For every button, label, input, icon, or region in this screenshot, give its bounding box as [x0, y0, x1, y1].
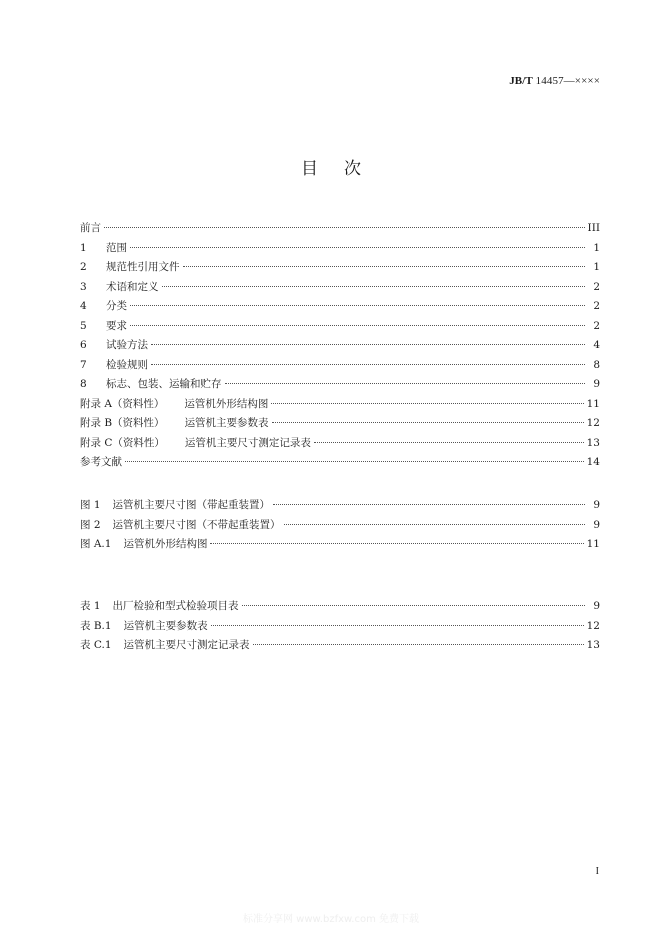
toc-entry-number: 1	[80, 241, 87, 254]
toc-entry-page: 13	[586, 436, 600, 449]
toc-entry-page: 2	[593, 300, 600, 312]
page-title: 目次	[301, 159, 387, 179]
toc-leader-dots	[130, 313, 585, 326]
toc-entry-number: 7	[80, 358, 87, 371]
toc-leader-dots	[271, 391, 583, 404]
toc-entry-number: 图 1	[80, 499, 101, 511]
toc-leader-dots	[162, 274, 586, 287]
toc-entry-number: 2	[80, 261, 87, 273]
toc-entry-number: 8	[80, 378, 87, 390]
toc-entry-number: 3	[80, 280, 87, 293]
toc-entry-title: 附录 A（资料性）	[80, 397, 165, 410]
toc-entry-number: 表 C.1	[80, 639, 112, 651]
toc-entry-label	[80, 239, 127, 259]
toc-leader-dots	[104, 215, 585, 228]
toc-entry-number: 表 1	[80, 600, 101, 612]
toc-entry-page: 8	[593, 358, 600, 371]
page-number: I	[595, 866, 599, 877]
toc-entry-label	[80, 297, 127, 317]
toc-entry-label	[80, 219, 101, 239]
toc-leader-dots	[130, 235, 585, 248]
toc-entry-page: 11	[586, 538, 600, 550]
document-code-prefix: JB/T	[509, 75, 533, 87]
document-code-number: 14457—××××	[532, 75, 600, 87]
toc-entry-title: 参考文献	[80, 456, 122, 468]
toc-entry-number: 4	[80, 300, 87, 312]
toc-entry-label	[80, 317, 127, 337]
toc-entry-title: 检验规则	[106, 358, 148, 371]
toc-entry-page: 14	[586, 456, 600, 468]
toc-entry-page: 1	[593, 241, 600, 254]
toc-entry-title: 运管机主要尺寸测定记录表	[123, 639, 250, 651]
toc-leader-dots	[253, 632, 584, 645]
toc-entry[interactable]	[80, 452, 600, 472]
toc-tables-list	[80, 596, 600, 655]
toc-entry[interactable]	[80, 635, 600, 655]
toc-entry-page: 12	[586, 417, 600, 429]
toc-entry-title: 运管机主要参数表	[123, 619, 208, 632]
toc-main-list	[80, 218, 600, 472]
toc-entry[interactable]	[80, 534, 600, 554]
toc-entry-title: 前言	[80, 222, 101, 234]
toc-entry-title: 试验方法	[106, 339, 148, 351]
toc-entry-number: 图 A.1	[80, 538, 112, 550]
toc-entry-label	[80, 636, 250, 656]
toc-entry-page: 12	[586, 619, 600, 632]
toc-leader-dots	[151, 352, 585, 365]
toc-leader-dots	[151, 332, 585, 345]
toc-leader-dots	[125, 449, 584, 462]
toc-entry-subtitle: 运管机主要参数表	[184, 417, 269, 429]
toc-entry-label	[80, 453, 122, 473]
toc-entry-subtitle: 运管机外形结构图	[184, 397, 269, 410]
watermark: 标准分享网 www.bzfxw.com 免费下载	[243, 914, 419, 925]
toc-entry-page: 9	[593, 378, 600, 390]
toc-entry-subtitle: 运管机主要尺寸测定记录表	[184, 436, 311, 449]
toc-entry-title: 要求	[106, 319, 127, 332]
toc-figures-list	[80, 495, 600, 554]
toc-entry-page: 4	[593, 339, 600, 351]
toc-entry-title: 运管机外形结构图	[123, 538, 208, 550]
document-code	[509, 75, 600, 87]
toc-entry-page: 2	[593, 280, 600, 293]
toc-entry-title: 出厂检验和型式检验项目表	[112, 600, 239, 612]
toc-entry-title: 范围	[106, 241, 127, 254]
toc-entry-label	[80, 336, 148, 356]
toc-entry-number: 5	[80, 319, 87, 332]
toc-leader-dots	[130, 293, 585, 306]
toc-entry-label	[80, 375, 222, 395]
toc-entry-title: 运管机主要尺寸图（带起重装置）	[112, 499, 271, 511]
toc-entry-number: 表 B.1	[80, 619, 112, 632]
toc-entry-page: 2	[593, 319, 600, 332]
toc-entry-title: 附录 C（资料性）	[80, 436, 165, 449]
toc-entry-label	[80, 395, 268, 415]
toc-leader-dots	[314, 430, 584, 443]
toc-entry-label	[80, 356, 148, 376]
toc-entry-label	[80, 535, 207, 555]
toc-entry-label	[80, 617, 208, 637]
toc-leader-dots	[225, 371, 586, 384]
toc-entry-page: 11	[586, 397, 600, 410]
toc-entry-page: 9	[593, 600, 600, 612]
toc-leader-dots	[242, 593, 585, 606]
toc-entry-title: 术语和定义	[106, 280, 159, 293]
toc-entry-title: 附录 B（资料性）	[80, 417, 165, 429]
toc-entry-label	[80, 414, 269, 434]
toc-entry-page: III	[587, 222, 600, 234]
toc-entry-page: 1	[593, 261, 600, 273]
toc-leader-dots	[273, 492, 585, 505]
toc-entry-title: 分类	[106, 300, 127, 312]
toc-leader-dots	[272, 410, 584, 423]
toc-leader-dots	[211, 613, 584, 626]
toc-entry-title: 标志、包装、运输和贮存	[106, 378, 222, 390]
toc-entry-page: 9	[593, 499, 600, 511]
toc-entry-title: 规范性引用文件	[106, 261, 180, 273]
toc-entry-number: 6	[80, 339, 87, 351]
toc-leader-dots	[284, 512, 585, 525]
toc-entry-number: 图 2	[80, 518, 101, 531]
toc-entry-page: 9	[593, 518, 600, 531]
toc-entry-page: 13	[586, 639, 600, 651]
toc-leader-dots	[183, 254, 586, 267]
toc-leader-dots	[210, 531, 583, 544]
toc-entry-label	[80, 496, 270, 516]
toc-entry-title: 运管机主要尺寸图（不带起重装置）	[112, 518, 281, 531]
